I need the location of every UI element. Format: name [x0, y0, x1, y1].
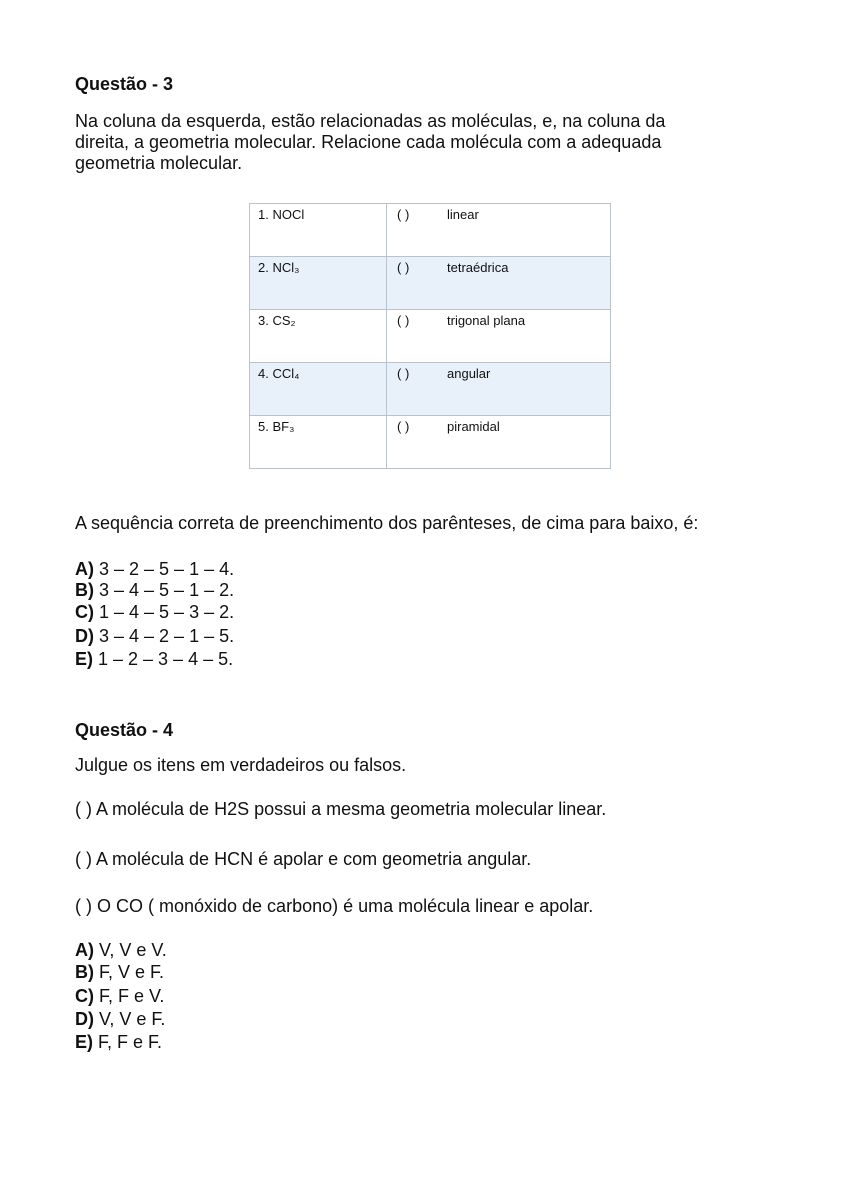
option-letter: A)	[75, 559, 94, 579]
option-text: 1 – 2 – 3 – 4 – 5.	[93, 649, 234, 669]
option-text: F, V e F.	[94, 962, 165, 982]
option-letter: D)	[75, 626, 94, 646]
geometry-cell: piramidal	[447, 416, 611, 469]
molecule-cell: 1. NOCl	[250, 204, 387, 257]
option-letter: D)	[75, 1009, 94, 1029]
option-letter: B)	[75, 962, 94, 982]
option-text: 3 – 4 – 5 – 1 – 2.	[94, 580, 235, 600]
table-row	[250, 310, 611, 363]
molecule-cell: 5. BF₃	[250, 416, 387, 469]
geometry-cell: trigonal plana	[447, 310, 611, 363]
option-text: F, F e F.	[93, 1032, 163, 1052]
blank-cell: ( )	[387, 310, 448, 363]
table-row	[250, 416, 611, 469]
table-row	[250, 257, 611, 310]
answer-option	[75, 941, 167, 959]
answer-option	[75, 1033, 162, 1051]
option-letter: C)	[75, 986, 94, 1006]
option-text: V, V e V.	[94, 940, 167, 960]
option-text: F, F e V.	[94, 986, 165, 1006]
answer-option	[75, 603, 234, 621]
option-letter: E)	[75, 1032, 93, 1052]
molecule-cell: 3. CS₂	[250, 310, 387, 363]
intro-line: direita, a geometria molecular. Relacione cada molécula com a adequada	[75, 132, 662, 152]
answer-option	[75, 963, 164, 981]
answer-option	[75, 1010, 165, 1028]
answer-option	[75, 627, 234, 645]
option-letter: A)	[75, 940, 94, 960]
question-3-intro	[75, 111, 755, 174]
table-row	[250, 363, 611, 416]
option-text: 1 – 4 – 5 – 3 – 2.	[94, 602, 235, 622]
blank-cell: ( )	[387, 416, 448, 469]
answer-option	[75, 987, 164, 1005]
question-3-title: Questão - 3	[75, 74, 174, 94]
statement-item: ( ) O CO ( monóxido de carbono) é uma molécula linear e apolar.	[75, 896, 594, 916]
option-letter: C)	[75, 602, 94, 622]
option-letter: B)	[75, 580, 94, 600]
statement-item: ( ) A molécula de HCN é apolar e com geometria angular.	[75, 849, 532, 869]
molecule-cell: 4. CCl₄	[250, 363, 387, 416]
matching-table	[249, 203, 611, 469]
option-letter: E)	[75, 649, 93, 669]
answer-option	[75, 581, 234, 599]
geometry-cell: angular	[447, 363, 611, 416]
geometry-cell: linear	[447, 204, 611, 257]
blank-cell: ( )	[387, 204, 448, 257]
geometry-cell: tetraédrica	[447, 257, 611, 310]
option-text: V, V e F.	[94, 1009, 166, 1029]
question-4-title: Questão - 4	[75, 720, 174, 740]
option-text: 3 – 2 – 5 – 1 – 4.	[94, 559, 235, 579]
intro-line: Na coluna da esquerda, estão relacionadas as moléculas, e, na coluna da	[75, 111, 666, 131]
option-text: 3 – 4 – 2 – 1 – 5.	[94, 626, 235, 646]
blank-cell: ( )	[387, 257, 448, 310]
question-4-intro: Julgue os itens em verdadeiros ou falsos.	[75, 755, 407, 775]
intro-line: geometria molecular.	[75, 153, 243, 173]
molecule-cell: 2. NCl₃	[250, 257, 387, 310]
answer-option	[75, 650, 233, 668]
statement-item: ( ) A molécula de H2S possui a mesma geometria molecular linear.	[75, 799, 607, 819]
blank-cell: ( )	[387, 363, 448, 416]
answer-option	[75, 560, 234, 578]
question-3-prompt: A sequência correta de preenchimento dos parênteses, de cima para baixo, é:	[75, 513, 699, 533]
table-row	[250, 204, 611, 257]
